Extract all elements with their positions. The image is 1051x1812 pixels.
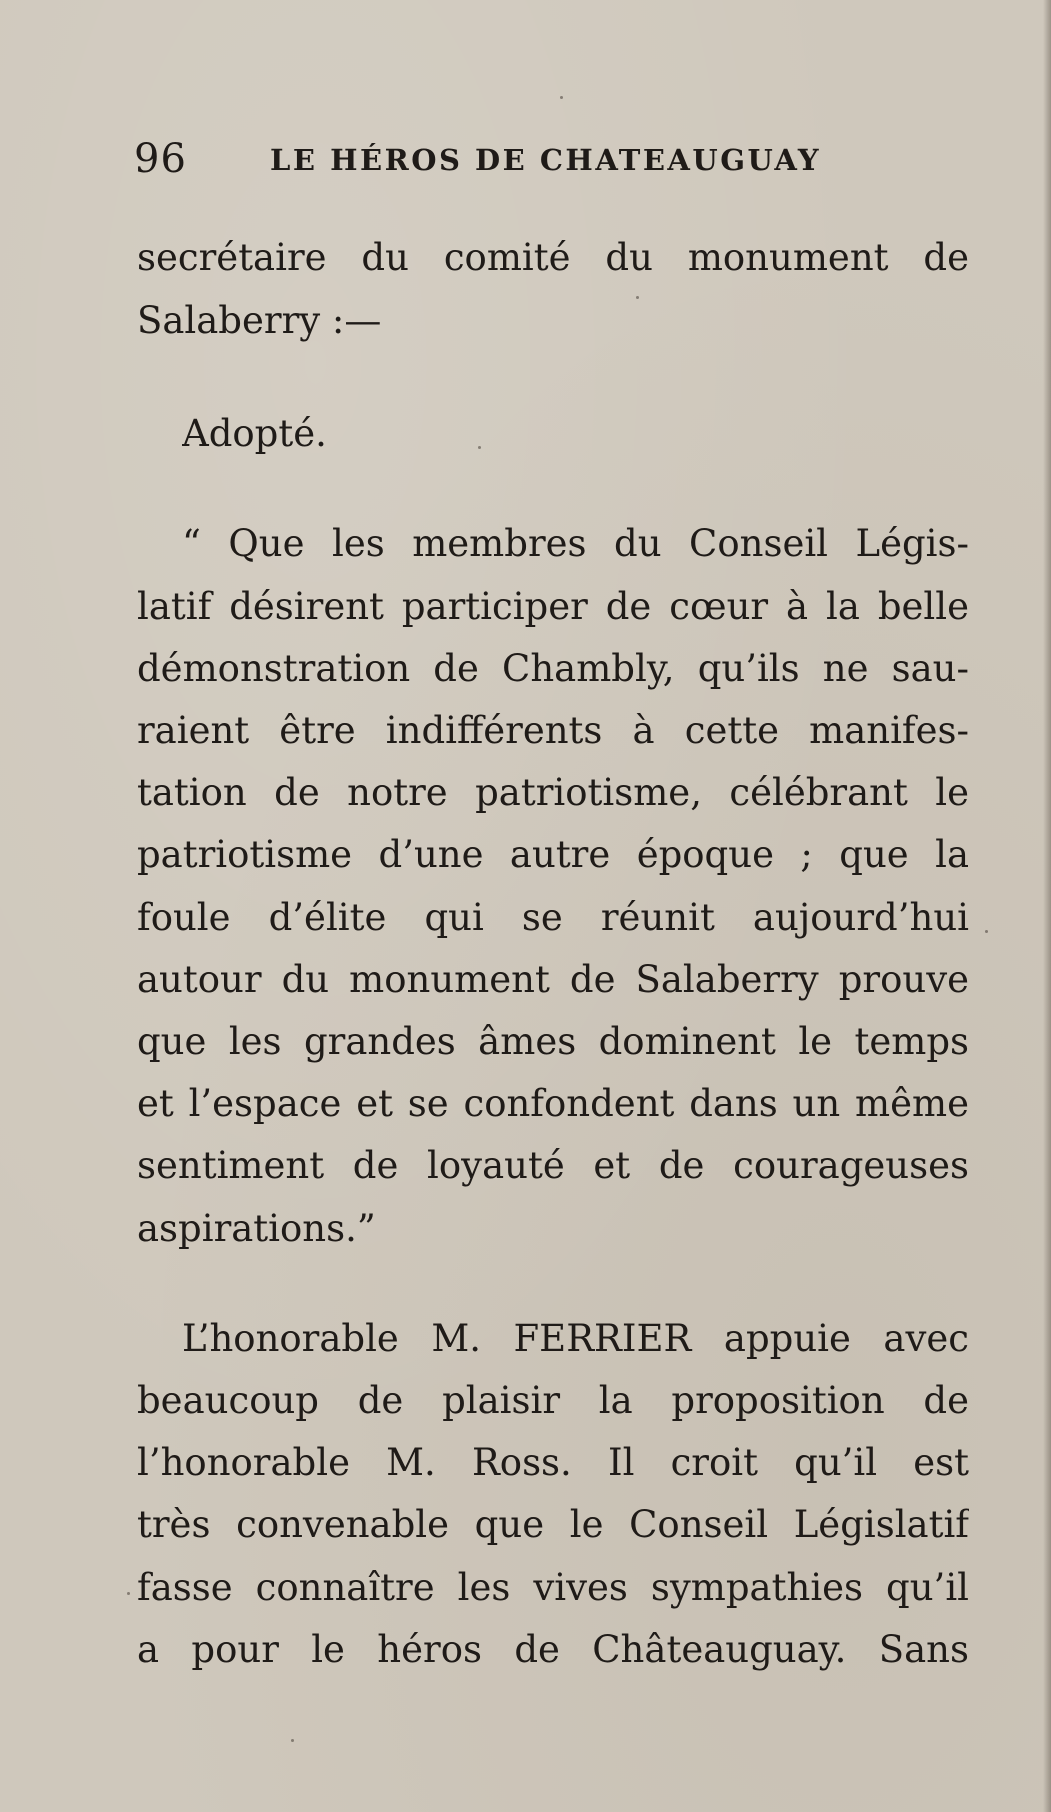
page-number: 96	[134, 136, 187, 182]
text-line: tation de notre patriotisme, célébrant le	[137, 771, 969, 814]
paper-speck	[127, 1592, 130, 1595]
text-line: beaucoup de plaisir la proposition de	[137, 1379, 969, 1422]
text-line: que les grandes âmes dominent le temps	[137, 1020, 969, 1063]
text-line: secrétaire du comité du monument de	[137, 236, 969, 279]
text-line: “ Que les membres du Conseil Légis-	[182, 522, 969, 565]
paper-speck	[985, 930, 988, 933]
text-line: aspirations.”	[137, 1207, 376, 1250]
text-line: fasse connaître les vives sympathies qu’il	[137, 1566, 969, 1609]
text-line: l’honorable M. Ross. Il croit qu’il est	[137, 1441, 969, 1484]
paper-speck	[291, 1739, 294, 1742]
text-line: et l’espace et se confondent dans un même	[137, 1082, 969, 1125]
text-line: raient être indifférents à cette manifes-	[137, 709, 969, 752]
running-title: LE HÉROS DE CHATEAUGUAY	[270, 143, 822, 177]
text-line: autour du monument de Salaberry prouve	[137, 958, 969, 1001]
text-line: Salaberry :—	[137, 299, 382, 342]
text-line: L’honorable M. FERRIER appuie avec	[182, 1317, 969, 1360]
text-line: foule d’élite qui se réunit aujourd’hui	[137, 896, 969, 939]
text-line: a pour le héros de Châteauguay. Sans	[137, 1628, 969, 1671]
text-line: patriotisme d’une autre époque ; que la	[137, 833, 969, 876]
paper-speck	[478, 446, 481, 449]
text-line: Adopté.	[182, 412, 327, 455]
text-line: sentiment de loyauté et de courageuses	[137, 1144, 969, 1187]
text-line: démonstration de Chambly, qu’ils ne sau-	[137, 647, 969, 690]
page-header	[134, 132, 974, 192]
paper-speck	[560, 96, 563, 99]
page-edge-shadow	[1043, 0, 1051, 1812]
paper-speck	[636, 296, 639, 299]
text-line: latif désirent participer de cœur à la belle	[137, 585, 969, 628]
text-line: très convenable que le Conseil Législatif	[137, 1503, 969, 1546]
